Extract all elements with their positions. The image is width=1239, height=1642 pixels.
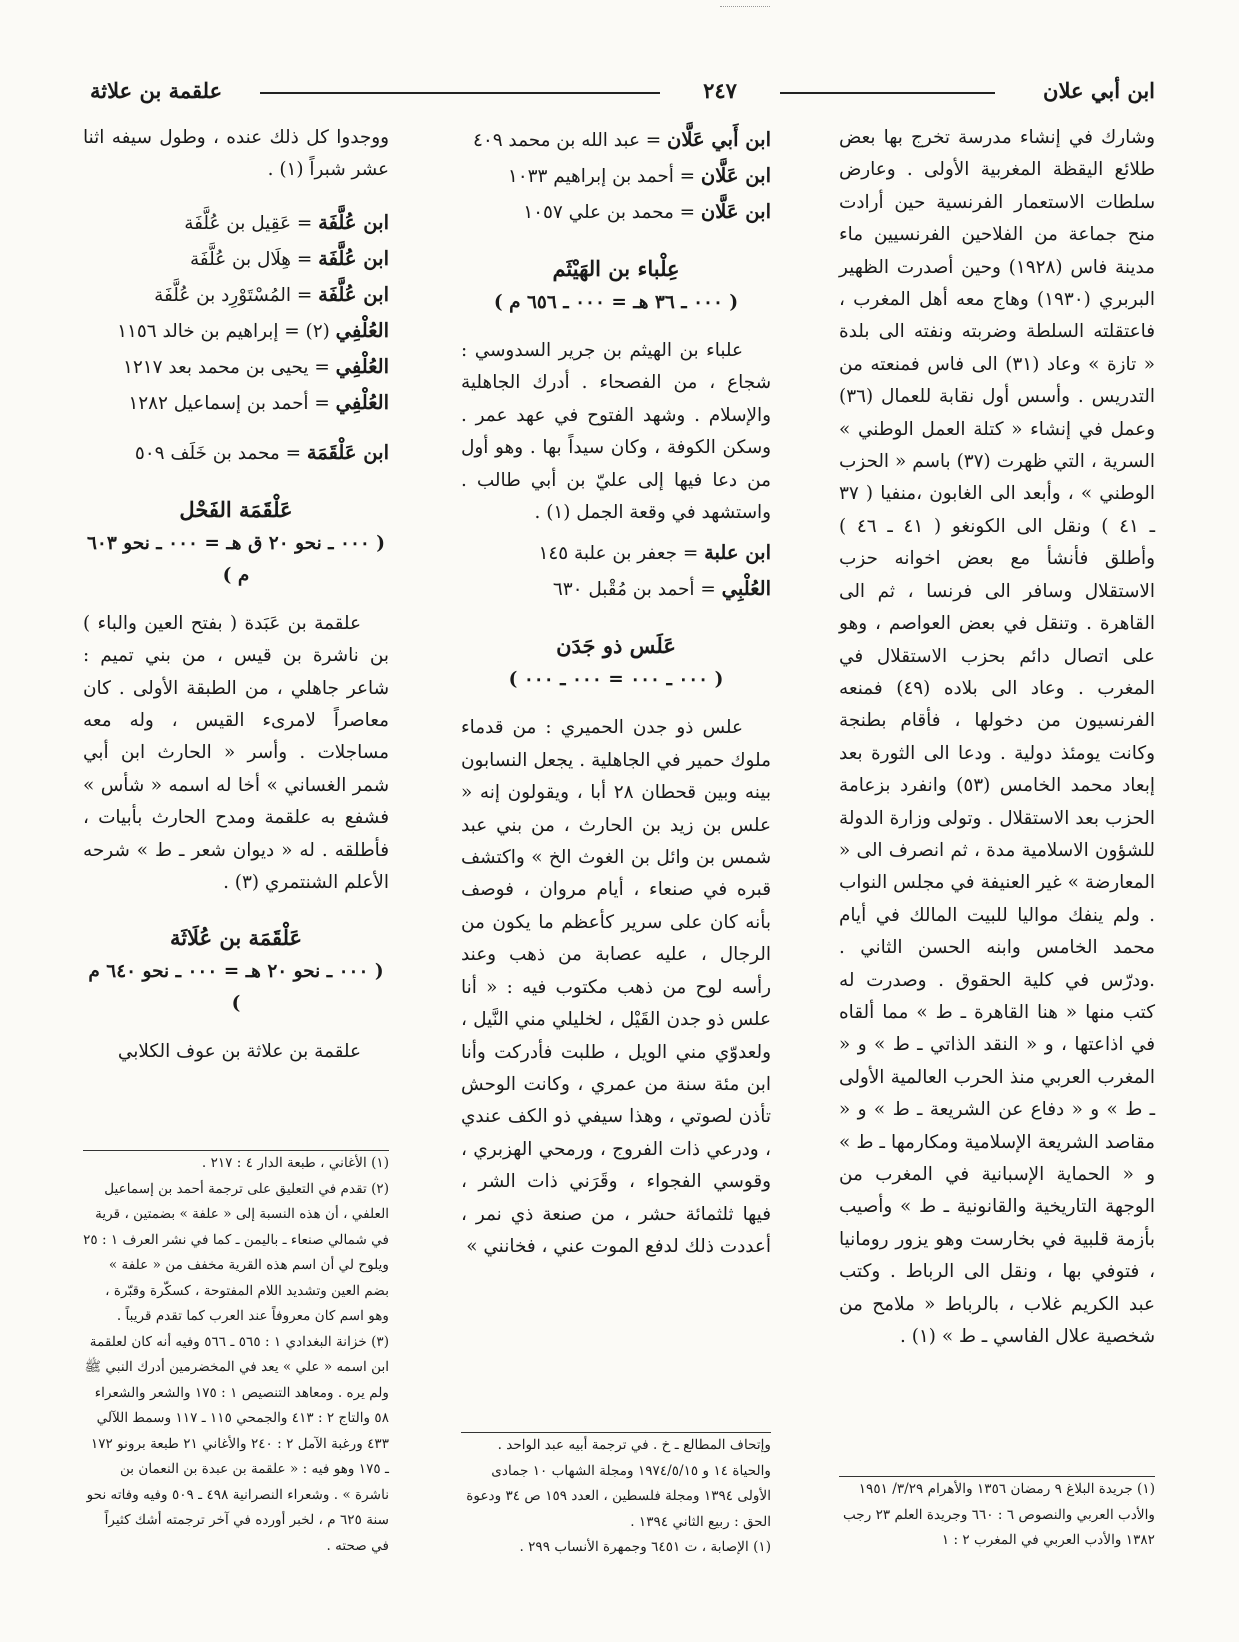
cross-reference: العُلْفِي = يحيى بن محمد بعد ١٢١٧: [123, 354, 389, 378]
header-right-title: ابن أبي علان: [1043, 78, 1155, 103]
entry-text: علقمة بن عَبَدة ( بفتح العين والباء ) بن ناشرة بن قيس ، من بني تميم : شاعر جاهلي ، من الطبقة الأولى . كان معاصراً لامرىء القيس ، وله معه مساجلات . وأسر « الحارث ابن أبي شمر الغساني » أخا له اسمه « شأس » فشفع به علقمة ومدح الحارث بأبيات ، فأطلقه . له « ديوان شعر ـ ط » شرحه الأعلم الشنتمري (٣) .: [83, 612, 389, 894]
footnote: (١) الأغاني ، طبعة الدار ٤ : ٢١٧ .: [201, 1155, 389, 1171]
cross-reference: ابن أَبي عَلَّان = عبد الله بن محمد ٤٠٩: [472, 128, 771, 151]
column-right: [839, 122, 1155, 1353]
entry-text: علس ذو جدن الحميري : من قدماء ملوك حمير في الجاهلية . يجعل النسابون بينه وبين قحطان ٢٨ أبا ، ويقولون إنه « علس بن زيد بن الحارث ، من بني عبد شمس بن وائل بن الغوث الخ » واكتشف قبره في صنعاء ، أيام مروان ، فوصف بأنه كان على سرير كأعظم ما يكون من الرجال ، عليه عصابة من ذهب وعند رأسه لوح من ذهب مكتوب فيه : « أنا علس ذو جدن القَيْل ، لخليلي مني النَّيل ، ولعدوّي مني الويل ، طلبت فأدركت وأنا ابن مئة سنة من عمري ، وكانت الوحش تأذن لصوتي ، وهذا سيفي ذو الكف عندي ، ودرعي ذات الفروج ، ورمحي الهزبري ، وقوسي الفجواء ، وقَرَني ذات الشر ، فيها ثلثمائة حشر ، من صنعة ذي نمر ، أعددت ذلك لدفع الموت عني ، فخانني »: [461, 717, 772, 1257]
column-middle: [461, 122, 771, 1263]
footnote: (٣) خزانة البغدادي ١ : ٥٦٥ ـ ٥٦٦ وفيه أنه كان لعلقمة ابن اسمه « علي » يعد في المخضرمين أدرك النبي ﷺ ولم يره . ومعاهد التنصيص ١ : ١٧٥ والشعر والشعراء ٥٨ والتاج ٢ : ٤١٣ والجمحي ١١٥ ـ ١١٧ وسمط اللآلي ٤٣٣ ورغبة الآمل ٢ : ٢٤٠ والأغاني ٢١ طبعة برونو ١٧٢ ـ ١٧٥ وهو فيه : « علقمة بن عبدة بن النعمان بن ناشرة » . وشعراء النصرانية ٤٩٨ ـ ٥٠٩ وفيه وفاته نحو سنة ٦٢٥ م ، لخبر أورده في آخر ترجمته أشك كثيراً في صحته .: [84, 1333, 389, 1554]
cross-reference: العُلْفِي = أحمد بن إسماعيل ١٢٨٢: [128, 390, 389, 414]
cross-reference: ابن عُلَّفَة = هِلَال بن عُلَّفَة: [189, 246, 389, 270]
header-rule-right: [780, 92, 995, 94]
running-header: [90, 78, 1155, 108]
cross-reference: ابن عُلَّفَة = عَقِيل بن عُلَّفَة: [184, 210, 389, 234]
entry-text-continuation: ووجدوا كل ذلك عنده ، وطول سيفه اثنا عشر شبراً (١) .: [83, 127, 389, 181]
cross-reference: ابن عُلَّفَة = المُسْتَوْرِد بن عُلَّفَة: [154, 282, 389, 306]
footnote-continuation: وإتحاف المطالع ـ خ . في ترجمة أبيه عبد الواحد . والحياة ١٤ و ١٩٧٤/٥/١٥ ومجلة الشهاب ١٠ جمادى الأولى ١٣٩٤ ومجلة فلسطين ، العدد ١٥٩ ص ٣٤ ودعوة الحق : ربيع الثاني ١٣٩٤ .: [466, 1437, 771, 1530]
cross-reference: العُلْبِي = أحمد بن مُقْبل ٦٣٠: [552, 577, 771, 601]
entry-text: علقمة بن علاثة بن عوف الكلابي: [117, 1041, 361, 1063]
entry-dates: ( ٠٠٠ ـ نحو ٢٠ هـ = ٠٠٠ ـ نحو ٦٤٠ م ): [88, 961, 384, 1015]
column-left: [83, 122, 389, 1069]
footnote: (١) الإصابة ، ت ٦٤٥١ وجمهرة الأنساب ٢٩٩ .: [519, 1539, 771, 1555]
cross-reference: ابن عَلَّان = أحمد بن إبراهيم ١٠٣٣: [507, 164, 771, 187]
entry-dates: ( ٠٠٠ ـ ٠٠٠ = ٠٠٠ ـ ٠٠٠ ): [508, 669, 724, 691]
footnotes-left: [83, 1150, 389, 1559]
cross-reference: ابن عَلَّان = محمد بن علي ١٠٥٧: [523, 200, 771, 223]
biography-continuation: وشارك في إنشاء مدرسة تخرج بها بعض طلائع اليقظة المغربية الأولى . وعارض سلطات الاستعمار الفرنسية حين أرادت منح جماعة من الفلاحين الفرنسيين ماء مدينة فاس (١٩٢٨) وحين أصدرت الظهير البربري (١٩٣٠) وهاج معه أهل المغرب ، فاعتقلته السلطة وضربته ونفته الى بلدة « تازة » وعاد (٣١) الى فاس فمنعته من التدريس . وأسس أول نقابة للعمال (٣٦) وعمل في إنشاء « كتلة العمل الوطني » السرية ، التي ظهرت (٣٧) باسم « الحزب الوطني » ، وأبعد الى الغابون ،منفيا ( ٣٧ ـ ٤١ ) ونقل الى الكونغو ( ٤١ ـ ٤٦ ) وأطلق فأنشأ مع بعض اخوانه حزب الاستقلال وسافر الى فرنسا ، ثم الى القاهرة . وتنقل في بعض العواصم ، وهو على اتصال دائم بحزب الاستقلال في المغرب . وعاد الى بلاده (٤٩) فمنعه الفرنسيون من دخولها ، فأقام بطنجة وكانت يومئذ دولية . ودعا الى الثورة بعد إبعاد محمد الخامس (٥٣) وانفرد بزعامة الحزب بعد الاستقلال . وتولى وزارة الدولة للشؤون الاسلامية مدة ، ثم انصرف الى « المعارضة » غير العنيفة في مجلس النواب . ولم ينفك مواليا للبيت المالك في أيام محمد الخامس وابنه الحسن الثاني . .ودرّس في كلية الحقوق . وصدرت له كتب منها « هنا القاهرة ـ ط » مما ألقاه في اذاعتها ، و « النقد الذاتي ـ ط » و « المغرب العربي منذ الحرب العالمية الأولى ـ ط » و « دفاع عن الشريعة ـ ط » و « مقاصد الشريعة الإسلامية ومكارمها ـ ط » و « الحماية الإسبانية في المغرب من الوجهة التاريخية والقانونية ـ ط » وأصيب بأزمة قلبية في بخارست وهو يزور رومانيا ، فتوفي بها ، ونقل الى الرباط . وكتب عبد الكريم غلاب ، بالرباط « ملامح من شخصية علال الفاسي ـ ط » (١) .: [839, 127, 1156, 1348]
header-rule-left: [260, 92, 660, 94]
entry-title: عَلَس ذو جَدَن: [556, 633, 676, 659]
footnotes-right: [839, 1476, 1155, 1554]
entry-title: عَلْقَمَة بن عُلَاثَة: [169, 925, 303, 951]
entry-text: علباء بن الهيثم بن جرير السدوسي : شجاع ، من الفصحاء . أدرك الجاهلية والإسلام . وشهد الفتوح في عهد عمر . وسكن الكوفة ، وكان سيداً بها . وهو أول من دعا فيها إلى عليّ بن أبي طالب . واستشهد في وقعة الجمل (١) .: [461, 340, 771, 524]
footnotes-middle: [461, 1432, 771, 1561]
entry-dates: ( ٠٠٠ ـ ٣٦ هـ = ٠٠٠ ـ ٦٥٦ م ): [493, 292, 739, 313]
cross-reference: ابن علبة = جعفر بن علبة ١٤٥: [538, 541, 771, 565]
scan-mark: [720, 6, 770, 8]
header-left-title: علقمة بن علاثة: [90, 78, 223, 103]
page-number: ٢٤٧: [703, 78, 737, 103]
entry-title: عِلْباء بن الهَيْثَم: [552, 256, 680, 281]
entry-dates: ( ٠٠٠ ـ نحو ٢٠ ق هـ = ٠٠٠ ـ نحو ٦٠٣ م ): [86, 532, 386, 586]
footnote: (٢) تقدم في التعليق على ترجمة أحمد بن إسماعيل العلفي ، أن هذه النسبة إلى « علفة » بضمتين ، قرية في شمالي صنعاء ـ باليمن ـ كما في نشر العرف ١ : ٢٥ ويلوح لي أن اسم هذه القرية مخفف من « علفة » بضم العين وتشديد اللام المفتوحة ، كسكّرة وقبّرة ، وهو اسم كان معروفاً عند العرب كما تقدم قريباً .: [83, 1180, 389, 1324]
cross-reference: العُلْفِي (٢) = إبراهيم بن خالد ١١٥٦: [117, 318, 389, 342]
entry-title: عَلْقَمَة الفَحْل: [179, 496, 293, 522]
footnote: (١) جريدة البلاغ ٩ رمضان ١٣٥٦ والأهرام ٣/٢٩/ ١٩٥١ والأدب العربي والنصوص ٦ : ٦٦٠ وجريدة العلم ٢٣ رجب ١٣٨٢ والأدب العربي في المغرب ٢ : ١: [842, 1481, 1155, 1548]
cross-reference: ابن عَلْقَمَة = محمد بن خَلَف ٥٠٩: [134, 440, 389, 464]
